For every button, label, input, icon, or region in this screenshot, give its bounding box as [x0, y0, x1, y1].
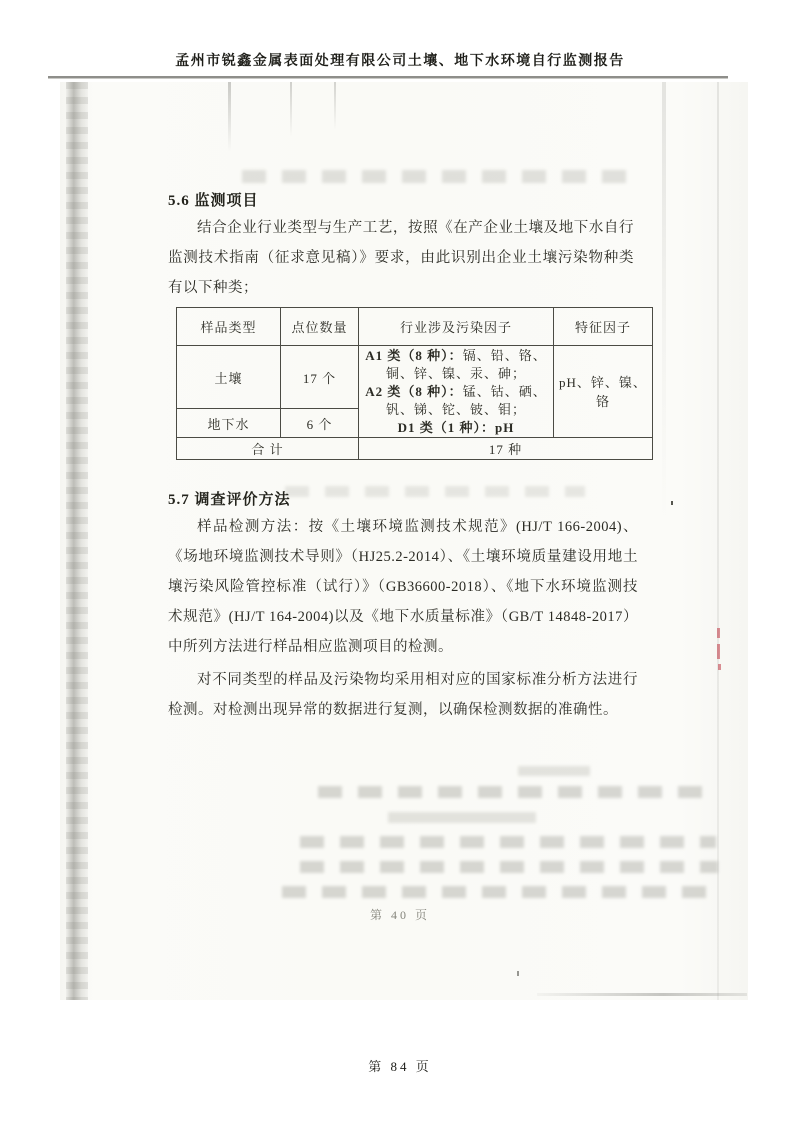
cell-point-count-soil: 17 个 — [281, 346, 359, 409]
cell-sample-type-groundwater: 地下水 — [177, 409, 281, 438]
table-total-row — [177, 438, 653, 460]
bleed-through-artifact — [300, 861, 718, 873]
red-ink-artifact — [718, 664, 721, 670]
table-row — [177, 346, 653, 409]
section-5-7-paragraph-1: 样品检测方法：按《土壤环境监测技术规范》(HJ/T 166-2004)、《场地环境监测技术导则》（HJ25.2-2014）、《土壤环境质量建设用地土壤污染风险管控标准（试行）》（GB36600-2018）、《地下水环境监测技术规范》(HJ/T 164-2004)以及《地下水质量标准》（GB/T 14848-2017）中所列方法进行样品相应监测项目的检测。 — [168, 519, 638, 655]
bleed-through-artifact — [285, 486, 585, 497]
scan-speck — [517, 971, 519, 976]
cell-characteristic-factors: pH、锌、镍、铬 — [554, 346, 653, 438]
bleed-through-artifact — [388, 812, 536, 823]
bleed-through-artifact — [282, 886, 718, 898]
scan-page-number: 第 40 页 — [369, 908, 430, 922]
bleed-through-artifact — [242, 170, 642, 183]
col-header-characteristic-factors: 特征因子 — [554, 308, 653, 346]
document-header-title: 孟州市锐鑫金属表面处理有限公司土壤、地下水环境自行监测报告 — [175, 54, 625, 69]
cell-point-count-groundwater: 6 个 — [281, 409, 359, 438]
scan-speck — [671, 501, 673, 505]
scan-streak — [334, 82, 336, 130]
table-header-row — [177, 308, 653, 346]
col-header-sample-type: 样品类型 — [177, 308, 281, 346]
cell-total-label: 合 计 — [177, 438, 359, 460]
bleed-through-artifact — [300, 836, 716, 848]
bleed-through-artifact — [318, 786, 714, 798]
cell-total-value: 17 种 — [359, 438, 653, 460]
red-ink-artifact — [717, 644, 720, 659]
scan-streak — [228, 82, 231, 152]
red-ink-artifact — [717, 628, 720, 638]
cell-pollution-factors — [359, 346, 554, 438]
scan-streak — [290, 82, 292, 137]
factor-line-a2: A2 类（8 种）：锰、钴、硒、钒、锑、铊、铍、钼； — [365, 383, 547, 417]
factor-line-a1: A1 类（8 种）：镉、铅、铬、铜、锌、镍、汞、砷； — [365, 347, 547, 381]
col-header-point-count: 点位数量 — [281, 308, 359, 346]
monitoring-factors-table — [176, 307, 653, 460]
header-divider — [48, 76, 728, 79]
section-5-7-paragraph-2: 对不同类型的样品及污染物均采用相对应的国家标准分析方法进行检测。对检测出现异常的数据进行复测，以确保检测数据的准确性。 — [168, 672, 638, 718]
section-5-6-heading: 5.6 监测项目 — [168, 193, 259, 209]
col-header-industry-factors: 行业涉及污染因子 — [359, 308, 554, 346]
scan-streak — [662, 82, 666, 522]
page-number: 第 84 页 — [368, 1059, 432, 1074]
section-5-6-paragraph: 结合企业行业类型与生产工艺，按照《在产企业土壤及地下水自行监测技术指南（征求意见稿）》要求，由此识别出企业土壤污染物种类有以下种类； — [168, 220, 634, 296]
factor-line-d1: D1 类（1 种）：pH — [397, 419, 515, 435]
cell-sample-type-soil: 土壤 — [177, 346, 281, 409]
scan-edge-shadow — [66, 82, 88, 1000]
section-5-7-heading: 5.7 调查评价方法 — [168, 492, 291, 508]
scan-bottom-edge — [537, 993, 747, 996]
bleed-through-artifact — [518, 766, 590, 776]
